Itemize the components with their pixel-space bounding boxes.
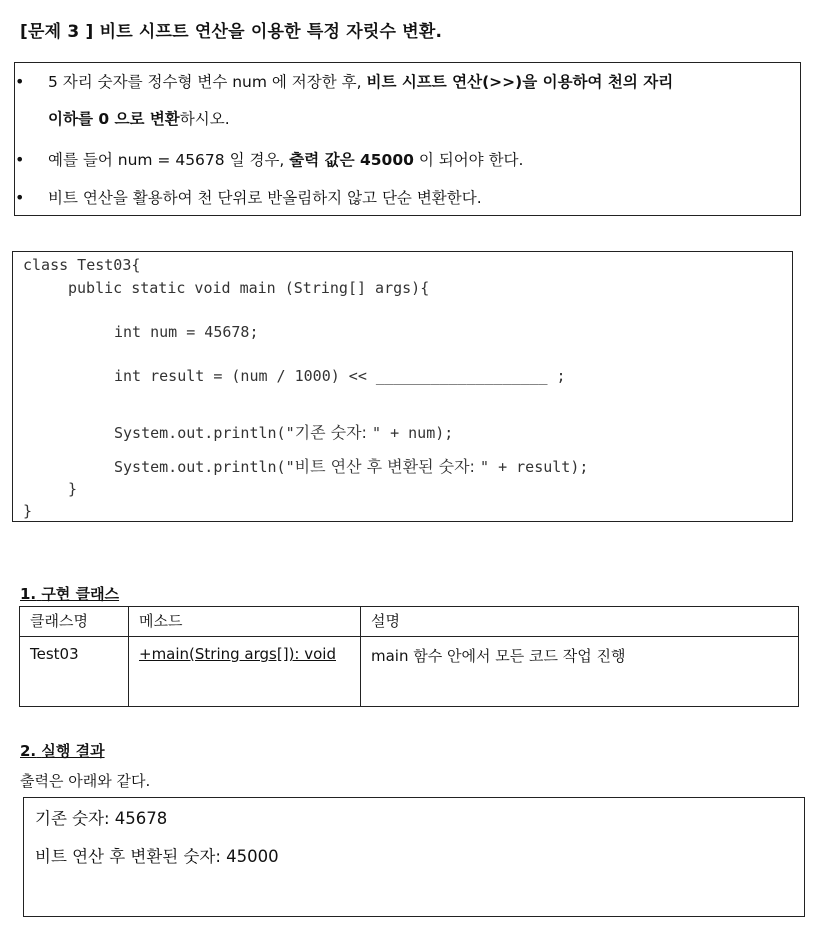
class-table [19,606,799,707]
header-description: 설명 [361,607,799,637]
req3-text: 비트 연산을 활용하여 천 단위로 반올림하지 않고 단순 변환한다. [48,189,482,207]
req1-line1-bold: 비트 시프트 연산(>>)을 이용하여 천의 자리 [366,73,674,91]
cell-method: +main(String args[]): void [129,637,361,707]
code-line-result: int result = (num / 1000) << ___________________ ; [114,367,566,385]
req1-line1-plain: 5 자리 숫자를 정수형 변수 num 에 저장한 후, [48,73,367,91]
output-box [23,797,805,917]
section-title-classes: 1. 구현 클래스 [20,585,120,603]
code-line-main: public static void main (String[] args){ [68,279,430,297]
problem-title: [문제 3 ] 비트 시프트 연산을 이용한 특정 자릿수 변환. [20,22,443,42]
code-line-num: int num = 45678; [114,323,259,341]
req1-line2-bold: 이하를 0 으로 변환 [48,110,180,128]
bullet-icon: • [15,72,25,91]
cell-class-name: Test03 [20,637,129,707]
header-method: 메소드 [129,607,361,637]
output-line-original: 기존 숫자: 45678 [35,809,168,828]
output-caption: 출력은 아래와 같다. [20,772,151,790]
section-title-result: 2. 실행 결과 [20,742,105,760]
cell-description: main 함수 안에서 모든 코드 작업 진행 [361,637,799,707]
requirements-box [14,62,801,216]
table-header-row [20,607,799,637]
code-line-close-main: } [68,480,78,498]
code-line-print-original: System.out.println("기존 숫자: " + num); [114,423,454,442]
req1-line2-plain: 하시오. [179,110,230,128]
output-line-result: 비트 연산 후 변환된 숫자: 45000 [35,847,279,866]
code-line-print-result: System.out.println("비트 연산 후 변환된 숫자: " + result); [114,457,589,476]
req2-plain1: 예를 들어 num = 45678 일 경우, [48,151,290,169]
code-line-class: class Test03{ [23,256,141,274]
bullet-icon: • [15,188,25,207]
req2-plain2: 이 되어야 한다. [413,151,524,169]
bullet-icon: • [15,150,25,169]
table-row [20,637,799,707]
header-class-name: 클래스명 [20,607,129,637]
code-line-close-class: } [23,502,33,520]
code-box [12,251,793,522]
req2-bold: 출력 값은 45000 [289,151,414,169]
